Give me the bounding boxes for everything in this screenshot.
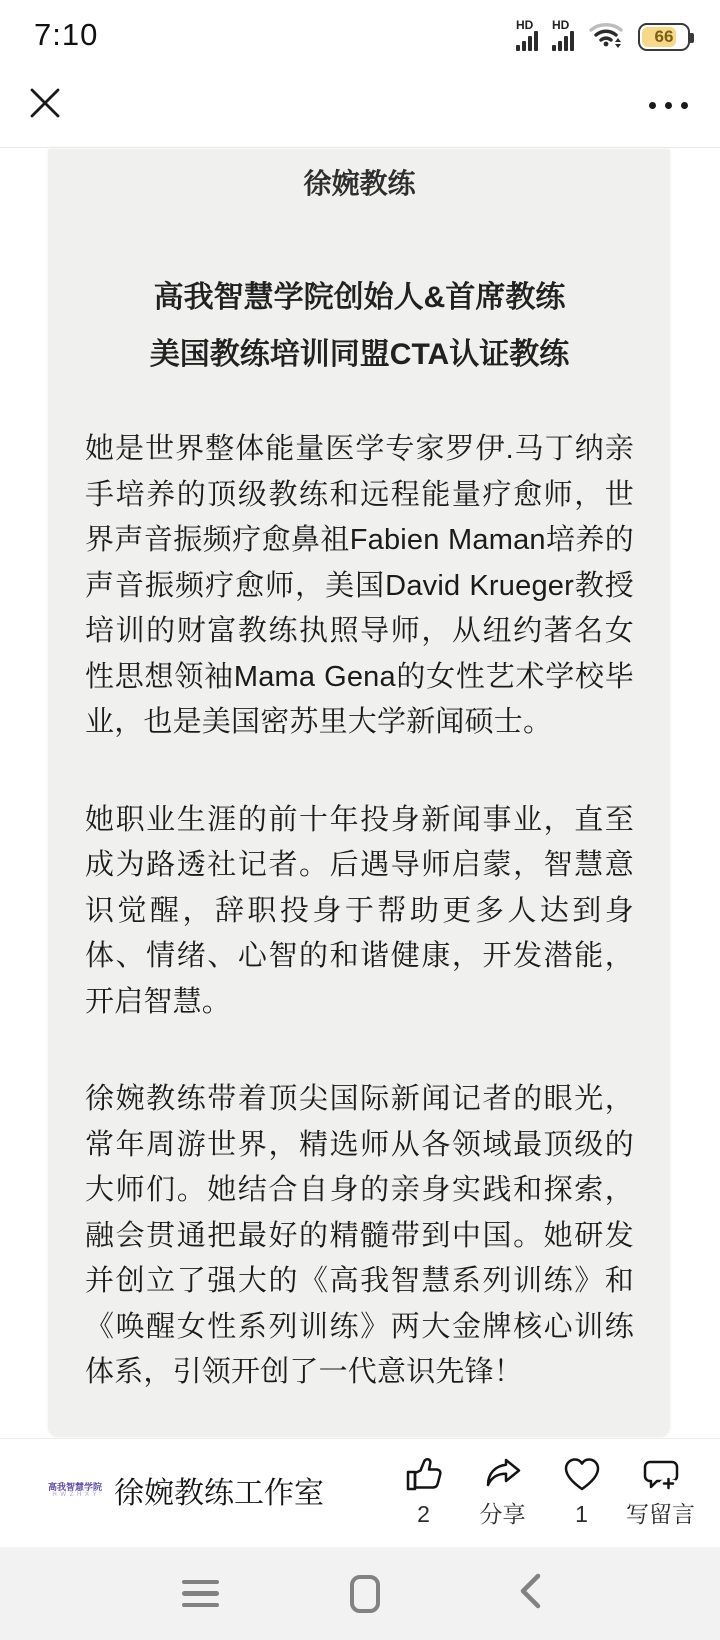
status-bar	[0, 0, 720, 64]
favorite-button[interactable]	[542, 1454, 621, 1527]
action-buttons	[384, 1454, 700, 1527]
bottom-action-bar	[0, 1438, 720, 1547]
back-button[interactable]	[485, 1547, 575, 1640]
share-button[interactable]	[463, 1454, 542, 1527]
close-icon[interactable]	[22, 80, 68, 131]
article-paragraph: 她职业生涯的前十年投身新闻事业，直至成为路透社记者。后遇导师启蒙，智慧意识觉醒，辞职投身于帮助更多人达到身体、情绪、心智的和谐健康，开发潜能，开启智慧。	[85, 803, 634, 1018]
credential-line: 高我智慧学院创始人&首席教练	[153, 281, 566, 314]
wifi-icon	[588, 20, 624, 53]
battery-percentage: 66	[654, 26, 674, 46]
credential-line: 美国教练培训同盟CTA认证教练	[149, 338, 570, 371]
home-button[interactable]	[320, 1547, 410, 1640]
battery-icon	[638, 23, 690, 51]
credentials-block	[85, 269, 634, 383]
system-nav-bar	[0, 1547, 720, 1640]
thumbs-up-icon	[403, 1454, 445, 1496]
favorite-count: 1	[575, 1500, 588, 1527]
comment-label: 写留言	[626, 1500, 695, 1527]
share-arrow-icon	[482, 1454, 524, 1496]
account-name: 徐婉教练工作室	[114, 1477, 324, 1510]
top-nav-bar	[0, 64, 720, 148]
article-title: 徐婉教练	[303, 168, 416, 199]
share-label: 分享	[479, 1500, 526, 1527]
home-icon	[350, 1575, 380, 1613]
cellular-signal-icon-2: HD	[552, 20, 574, 51]
recents-button[interactable]	[155, 1547, 245, 1640]
account-logo: 高我智慧学院 H W Z H X Y	[48, 1481, 102, 1498]
comment-plus-icon	[640, 1454, 682, 1496]
like-button[interactable]	[384, 1454, 463, 1527]
like-count: 2	[417, 1500, 430, 1527]
article-paragraph: 她是世界整体能量医学专家罗伊.马丁纳亲手培养的顶级教练和远程能量疗愈师，世界声音振频疗愈鼻祖Fabien Maman培养的声音振频疗愈师，美国David Krueger教授培训的财富教练执照导师，从纽约著名女性思想领袖Mama Gena的女性艺术学校毕业，也是美国密苏里大学新闻硕士。	[85, 433, 634, 738]
more-options-icon[interactable]	[645, 92, 692, 119]
article-scroll-area[interactable]	[0, 149, 720, 1437]
heart-icon	[561, 1454, 603, 1496]
account-link[interactable]	[48, 1468, 324, 1512]
article-paragraph: 徐婉教练带着顶尖国际新闻记者的眼光，常年周游世界，精选师从各领域最顶级的大师们。她结合自身的亲身实践和探索，融会贯通把最好的精髓带到中国。她研发并创立了强大的《高我智慧系列训练》和《唤醒女性系列训练》两大金牌核心训练体系，引领开创了一代意识先锋！	[85, 1083, 634, 1388]
article-image-card	[48, 149, 670, 1437]
back-chevron-icon	[517, 1571, 543, 1616]
clock: 7:10	[34, 17, 99, 52]
recents-icon	[182, 1580, 219, 1608]
comment-button[interactable]	[621, 1454, 700, 1527]
cellular-signal-icon-1: HD	[516, 20, 538, 51]
